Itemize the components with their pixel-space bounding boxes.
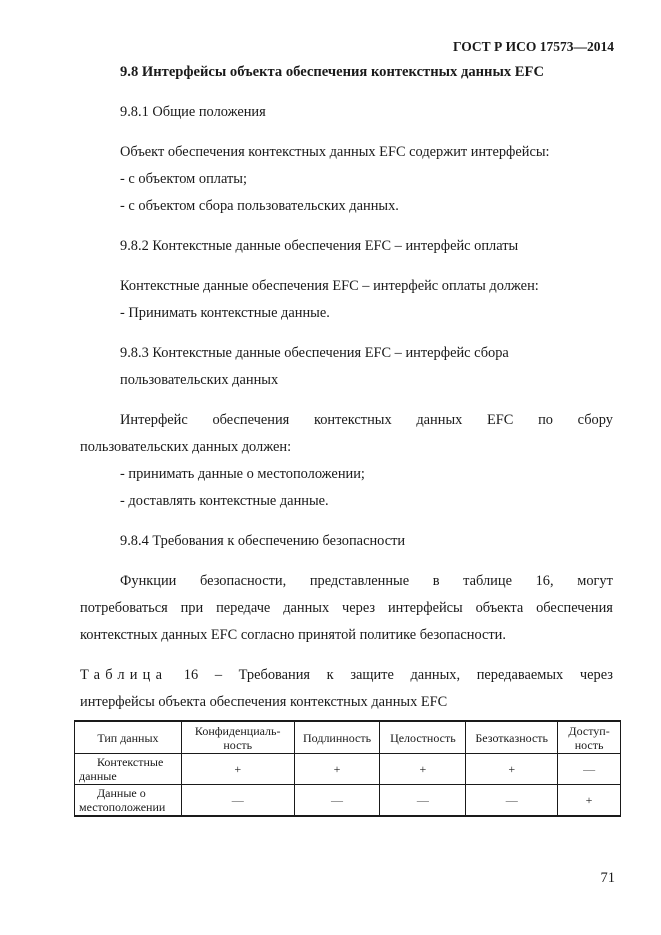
- table-cell: +: [380, 754, 466, 785]
- word: могут: [577, 573, 613, 589]
- subsection-heading-9-8-2: 9.8.2 Контекстные данные обеспечения EFC – интерфейс оплаты: [120, 238, 519, 254]
- word: по: [538, 412, 553, 428]
- word: представленные: [309, 573, 410, 589]
- subsection-heading-9-8-4: 9.8.4 Требования к обеспечению безопасности: [120, 533, 406, 549]
- table-caption-line1: [80, 667, 613, 684]
- list-item: - доставлять контекстные данные.: [120, 493, 329, 509]
- list-item: - с объектом сбора пользовательских данных.: [120, 198, 399, 214]
- word: 16,: [535, 573, 554, 589]
- table-caption-line2: интерфейсы объекта обеспечения контекстных данных EFC: [80, 694, 448, 710]
- word: таблице: [463, 573, 512, 589]
- word: обеспечения: [212, 412, 290, 428]
- table-cell: +: [558, 785, 621, 817]
- word: при: [180, 600, 204, 616]
- word: через: [579, 667, 613, 683]
- table-cell: +: [466, 754, 558, 785]
- subsection-heading-9-8-3-line2: пользовательских данных: [120, 372, 279, 388]
- table-caption-label: Таблица: [80, 667, 168, 683]
- word: 16: [183, 667, 199, 683]
- column-header: Доступ- ность: [558, 721, 621, 754]
- list-item: - с объектом оплаты;: [120, 171, 247, 187]
- word: данных: [283, 600, 330, 616]
- table-cell: +: [181, 754, 294, 785]
- word: передаваемых: [476, 667, 564, 683]
- column-header: Подлинность: [294, 721, 380, 754]
- list-item: - Принимать контекстные данные.: [120, 305, 330, 321]
- word: Функции: [120, 573, 177, 589]
- subsection-heading-9-8-3-line1: 9.8.3 Контекстные данные обеспечения EFC – интерфейс сбора: [120, 345, 509, 361]
- word: сбору: [577, 412, 613, 428]
- word: –: [214, 667, 223, 683]
- word: в: [432, 573, 440, 589]
- word: интерфейсы: [387, 600, 463, 616]
- word: безопасности,: [200, 573, 287, 589]
- word: Интерфейс: [120, 412, 188, 428]
- column-header: Тип данных: [75, 721, 182, 754]
- row-label: Данные о местоположении: [75, 785, 182, 817]
- requirements-table: [74, 720, 621, 817]
- page-number: 71: [600, 870, 615, 886]
- column-header: Целостность: [380, 721, 466, 754]
- table-cell: —: [181, 785, 294, 817]
- table-cell: —: [466, 785, 558, 817]
- table-cell: —: [558, 754, 621, 785]
- section-title: 9.8 Интерфейсы объекта обеспечения контекстных данных EFC: [120, 64, 544, 80]
- word: потребоваться: [80, 600, 168, 616]
- table-header-row: [75, 721, 621, 754]
- word: защите: [350, 667, 394, 683]
- row-label: Контекстные данные: [75, 754, 182, 785]
- paragraph-intro-9-8-1: Объект обеспечения контекстных данных EFC содержит интерфейсы:: [120, 144, 550, 160]
- word: EFC: [487, 412, 514, 428]
- word: данных: [416, 412, 463, 428]
- table-row: [75, 785, 621, 817]
- word: контекстных: [313, 412, 392, 428]
- table-row: [75, 754, 621, 785]
- document-standard-header: ГОСТ Р ИСО 17573—2014: [452, 39, 614, 54]
- paragraph-intro-9-8-2: Контекстные данные обеспечения EFC – интерфейс оплаты должен:: [120, 278, 539, 294]
- word: к: [326, 667, 334, 683]
- column-header: Безотказность: [466, 721, 558, 754]
- list-item: - принимать данные о местоположении;: [120, 466, 365, 482]
- word: передаче: [216, 600, 271, 616]
- subsection-heading-9-8-1: 9.8.1 Общие положения: [120, 104, 266, 120]
- word: данных,: [410, 667, 461, 683]
- table-cell: +: [294, 754, 380, 785]
- word: объекта: [475, 600, 524, 616]
- table-cell: —: [380, 785, 466, 817]
- column-header: Конфиденциаль- ность: [181, 721, 294, 754]
- paragraph-9-8-3-line2: пользовательских данных должен:: [80, 439, 292, 455]
- word: обеспечения: [536, 600, 613, 616]
- paragraph-9-8-4-line1: [120, 573, 613, 590]
- table-cell: —: [294, 785, 380, 817]
- word: через: [342, 600, 376, 616]
- paragraph-9-8-3-line1: [120, 412, 613, 429]
- paragraph-9-8-4-line2: [80, 600, 613, 617]
- word: Требования: [238, 667, 311, 683]
- paragraph-9-8-4-line3: контекстных данных EFC согласно принятой политике безопасности.: [80, 627, 506, 643]
